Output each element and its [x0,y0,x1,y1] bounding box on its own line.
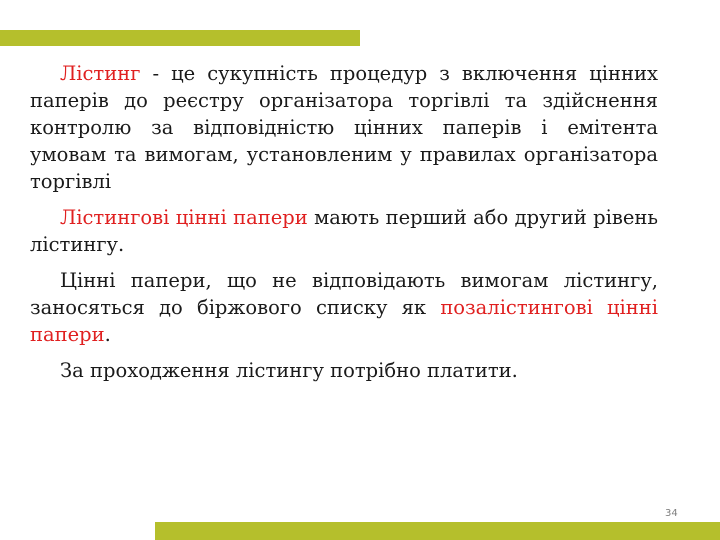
listing-fee-text: За проходження лістингу потрібно платити. [60,359,518,382]
off-listing-text-before: Цінні папери, що не відповідають вимогам лістингу, заносяться до біржового списку як [30,269,658,319]
off-listing-text-after: . [104,323,111,346]
top-accent-bar [0,30,360,46]
paragraph-off-listing [30,267,658,348]
page-number: 34 [665,508,678,519]
definition-text: - це сукупність процедур з включення цінних паперів до реєстру організатора торгівлі та здійснення контролю за відповідністю цінних паперів і емітента умовам та вимогам, установленим у правилах організатора торгівлі [30,62,658,193]
bottom-accent-bar [155,522,720,540]
term-listing: Лістинг [60,62,141,85]
term-listing-securities: Лістингові цінні папери [60,206,308,229]
paragraph-listing-fee [30,357,658,384]
term-off-listing-securities: позалістингові цінні папери [30,296,658,346]
slide-content [30,60,658,393]
listing-levels-text: мають перший або другий рівень лістингу. [30,206,658,256]
paragraph-listing-securities [30,204,658,258]
paragraph-listing-definition [30,60,658,195]
